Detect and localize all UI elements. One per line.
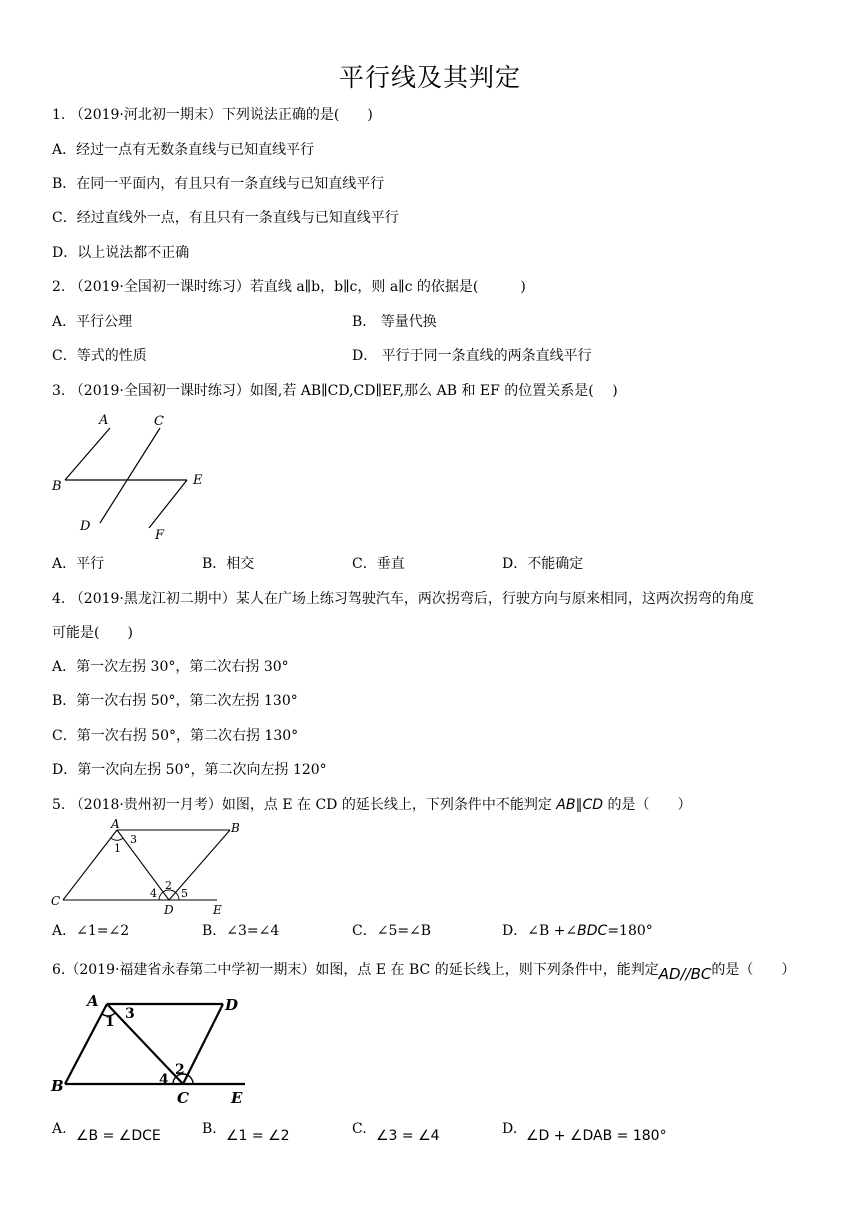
q5-angle-4: 4 — [150, 887, 157, 900]
q5-option-b: B．∠3=∠4 — [202, 923, 280, 939]
q6-line-ac — [107, 1004, 183, 1084]
q1-option-b: B．在同一平面内，有且只有一条直线与已知直线平行 — [52, 176, 385, 192]
q2-option-c: C．等式的性质 — [52, 348, 147, 364]
q3-option-b: B．相交 — [202, 556, 255, 572]
q6-label-d: D — [225, 996, 239, 1014]
q6-figure — [45, 992, 255, 1108]
q5-angle-2: 2 — [165, 879, 172, 892]
q3-option-a: A．平行 — [52, 556, 105, 572]
q3-label-d: D — [80, 519, 91, 534]
q3-line-ef — [149, 480, 187, 528]
q6-stem-math: AD//BC — [658, 965, 712, 983]
q2-stem: 2. （2019·全国初一课时练习）若直线 a∥b，b∥c，则 a∥c 的依据是( ) — [52, 279, 526, 295]
q5-stem-end: 的是（ ） — [603, 797, 692, 813]
q3-line-ab — [65, 428, 110, 480]
q3-label-f: F — [155, 528, 165, 543]
q5-stem — [52, 796, 692, 814]
q6-label-b: B — [51, 1077, 64, 1095]
q5-option-d-end: =180° — [607, 923, 653, 939]
q6-line-dc — [183, 1004, 223, 1084]
q5-line-ac — [63, 830, 117, 900]
q5-angle-3: 3 — [130, 833, 137, 846]
q5-label-c: C — [51, 894, 61, 908]
q5-label-e: E — [213, 903, 222, 917]
q4-stem-line-2: 可能是( ) — [52, 625, 133, 641]
q6-stem-text: 6.（2019·福建省永春第二中学初一期末）如图，点 E 在 BC 的延长线上，则下列条件中，能判定 — [52, 962, 659, 978]
q5-label-a: A — [111, 817, 120, 831]
q1-option-a: A．经过一点有无数条直线与已知直线平行 — [52, 142, 315, 158]
q3-label-b: B — [52, 479, 62, 494]
q4-option-c: C．第一次右拐 50°，第二次右拐 130° — [52, 728, 299, 744]
q6-option-d-label: D. — [502, 1121, 518, 1137]
q1-option-c: C．经过直线外一点，有且只有一条直线与已知直线平行 — [52, 210, 399, 226]
q5-figure — [45, 818, 245, 918]
q6-angle-2: 2 — [175, 1062, 185, 1078]
q3-line-cd — [100, 428, 160, 523]
q6-angle-3: 3 — [125, 1006, 135, 1022]
q3-label-e: E — [193, 473, 203, 488]
q5-angle-1: 1 — [114, 842, 121, 855]
q6-label-c: C — [177, 1089, 189, 1107]
q6-line-ab — [65, 1004, 107, 1084]
q6-option-a: ∠B = ∠DCE — [76, 1128, 161, 1144]
q1-stem: 1. （2019·河北初一期末）下列说法正确的是( ) — [52, 107, 373, 123]
q6-option-b: ∠1 = ∠2 — [226, 1128, 290, 1144]
q2-option-d: D． 平行于同一条直线的两条直线平行 — [352, 348, 592, 364]
q1-option-d: D．以上说法都不正确 — [52, 245, 190, 261]
q5-option-a: A．∠1=∠2 — [52, 923, 130, 939]
q6-label-e: E — [231, 1089, 243, 1107]
q5-line-bd — [169, 830, 230, 900]
q4-option-b: B．第一次右拐 50°，第二次左拐 130° — [52, 693, 298, 709]
q3-figure — [45, 408, 220, 543]
q5-label-d: D — [164, 903, 174, 917]
q5-option-d-text: D．∠B +∠ — [502, 923, 578, 939]
q6-angle-1: 1 — [105, 1014, 115, 1030]
q6-option-a-label: A. — [52, 1121, 67, 1137]
q6-stem-end: 的是（ ） — [711, 962, 796, 978]
q3-option-d: D．不能确定 — [502, 556, 584, 572]
q6-label-a: A — [87, 992, 99, 1010]
q6-option-b-label: B. — [202, 1121, 217, 1137]
q4-option-d: D．第一次向左拐 50°，第二次向左拐 120° — [52, 762, 327, 778]
q5-line-ad — [117, 830, 169, 900]
q3-option-c: C．垂直 — [352, 556, 405, 572]
q6-option-c: ∠3 = ∠4 — [376, 1128, 440, 1144]
q6-angle-4: 4 — [159, 1072, 169, 1088]
q5-stem-text: 5. （2018·贵州初一月考）如图，点 E 在 CD 的延长线上，下列条件中不能判定 — [52, 797, 557, 813]
q3-label-a: A — [99, 413, 109, 428]
q5-angle-5: 5 — [181, 887, 188, 900]
q3-label-c: C — [154, 414, 164, 429]
q6-stem — [52, 960, 796, 983]
q3-stem: 3. （2019·全国初一课时练习）如图,若 AB∥CD,CD∥EF,那么 AB 和 EF 的位置关系是( ) — [52, 383, 618, 399]
q5-angle-arc-a — [111, 838, 123, 840]
q2-option-a: A．平行公理 — [52, 314, 133, 330]
q5-option-d — [502, 922, 653, 940]
q5-option-d-math: BDC — [577, 923, 608, 939]
q5-stem-math: AB∥CD — [556, 797, 604, 813]
q4-stem-line-1: 4. （2019·黑龙江初二期中）某人在广场上练习驾驶汽车，两次拐弯后，行驶方向与原来相同，这两次拐弯的角度 — [52, 591, 754, 607]
q4-option-a: A．第一次左拐 30°，第二次右拐 30° — [52, 659, 289, 675]
q2-option-b: B． 等量代换 — [352, 314, 437, 330]
q5-label-b: B — [231, 821, 240, 835]
page-title: 平行线及其判定 — [338, 63, 521, 92]
q6-option-d: ∠D + ∠DAB = 180° — [526, 1128, 667, 1144]
q5-option-c: C．∠5=∠B — [352, 923, 432, 939]
q6-option-c-label: C. — [352, 1121, 367, 1137]
